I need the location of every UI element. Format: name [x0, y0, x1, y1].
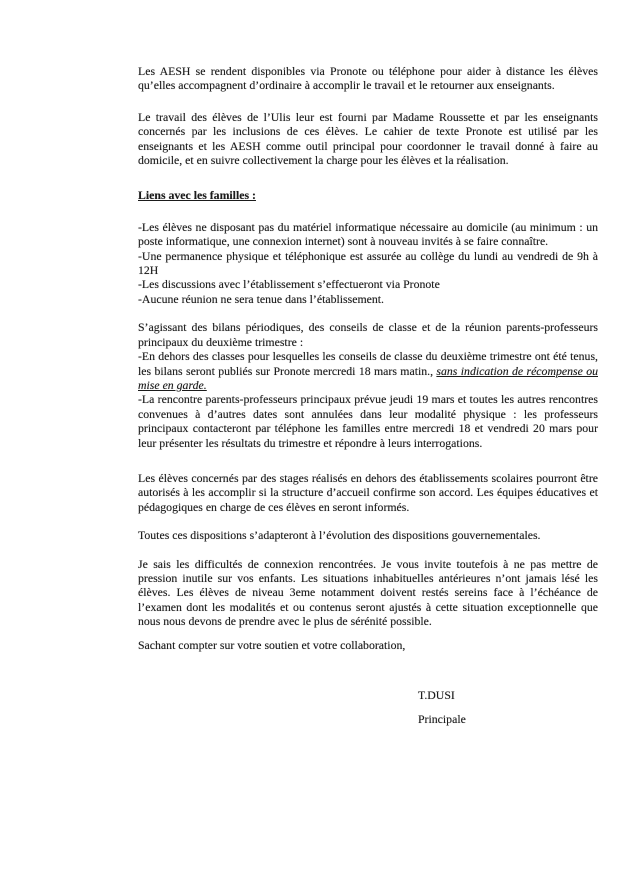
paragraph-ulis-work: Le travail des élèves de l’Ulis leur est fourni par Madame Roussette et par les enseignants concernés par les inclusions de ces élèves. Le cahier de texte Pronote est utilisé par les enseignants et les AESH comme outil principal pour coordonner le travail donné à faire au domicile, et en suivre collectivement la charge pour les élèves et la réalisation. — [138, 109, 598, 168]
signature-title: Principale — [418, 712, 466, 727]
paragraph-dispositions: Toutes ces dispositions s’adapteront à l’évolution des dispositions gouvernementales. — [138, 528, 541, 543]
bilans-intro: S’agissant des bilans périodiques, des conseils de classe et de la réunion parents-professeurs principaux du deuxième trimestre : — [138, 320, 598, 349]
paragraph-connexion: Je sais les difficultés de connexion rencontrées. Je vous invite toutefois à ne pas mettre de pression inutile sur vos enfants. Les situations inhabituelles antérieures n’ont jamais lésé les élèves. Les élèves de niveau 3eme notamment doivent restés sereins face à l’échéance de l’examen dont les modalités et ou contenus seront ajustés à cette situation exceptionnelle que nous nous devons de prendre avec le plus de sérénité possible. — [138, 556, 598, 629]
emphasis-sans-indication: sans indication de récompense ou mise en garde. — [138, 363, 598, 392]
familles-list — [138, 220, 598, 306]
paragraph-bilans — [138, 320, 598, 450]
bilans-item-rencontre: -La rencontre parents-professeurs principaux prévue jeudi 19 mars et toutes les autres rencontres convenues à d’autres dates sont annulées dans leur modalité physique : les professeurs principaux contacteront par téléphone les familles entre mercredi 18 et vendredi 20 mars pour leur présenter les résultats du trimestre et répondre à leurs interrogations. — [138, 392, 598, 450]
bilans-item-publication-text: -En dehors des classes pour lesquelles les conseils de classe du deuxième trimestre ont été tenus, les bilans seront publiés sur Pronote mercredi 18 mars matin., — [138, 349, 598, 378]
paragraph-aesh: Les AESH se rendent disponibles via Pronote ou téléphone pour aider à distance les élèves qu’elles accompagnent d’ordinaire à accomplir le travail et le retourner aux enseignants. — [138, 64, 598, 93]
list-item-materiel: -Les élèves ne disposant pas du matériel informatique nécessaire au domicile (au minimum : un poste informatique, une connexion internet) sont à nouveau invités à se faire connaître. — [138, 219, 598, 249]
bilans-item-publication — [138, 349, 598, 392]
letter-body — [138, 64, 598, 727]
paragraph-stages: Les élèves concernés par des stages réalisés en dehors des établissements scolaires pourront être autorisés à les accomplir si la structure d’accueil confirme son accord. Les équipes éducatives et pédagogiques en charge de ces élèves en seront informés. — [138, 470, 598, 514]
signature-name: T.DUSI — [418, 688, 455, 702]
signature-block — [138, 688, 598, 727]
section-heading-familles: Liens avec les familles : — [138, 188, 256, 203]
list-item-reunion: -Aucune réunion ne sera tenue dans l’établissement. — [138, 291, 385, 306]
paragraph-closing: Sachant compter sur votre soutien et votre collaboration, — [138, 637, 406, 652]
list-item-permanence: -Une permanence physique et téléphonique est assurée au collège du lundi au vendredi de 9h à 12H — [138, 248, 598, 278]
list-item-discussions: -Les discussions avec l’établissement s’effectueront via Pronote — [138, 277, 440, 292]
